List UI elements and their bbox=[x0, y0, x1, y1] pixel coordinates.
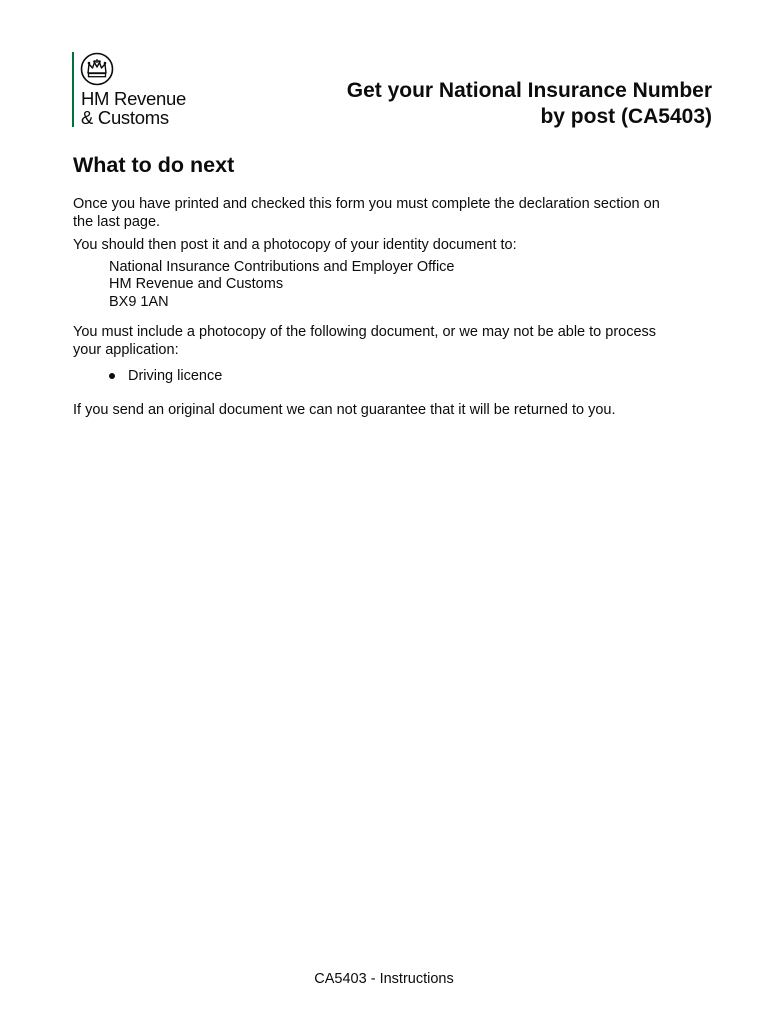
paragraph-post-instructions: You should then post it and a photocopy of your identity document to: bbox=[73, 237, 517, 253]
list-item bbox=[103, 368, 663, 386]
document-title-line-1: Get your National Insurance Number bbox=[346, 79, 712, 102]
paragraph-photocopy-requirement: You must include a photocopy of the following document, or we may not be able to process your application: bbox=[73, 324, 657, 358]
page-footer: CA5403 - Instructions bbox=[314, 971, 454, 987]
paragraph-declaration: Once you have printed and checked this form you must complete the declaration section on the last page. bbox=[73, 196, 660, 230]
logo-bar bbox=[72, 52, 74, 127]
section-heading: What to do next bbox=[73, 153, 235, 177]
bullet-icon bbox=[109, 373, 115, 379]
document-list bbox=[73, 368, 663, 386]
list-item-label: Driving licence bbox=[128, 368, 223, 384]
logo-line-2: & Customs bbox=[81, 107, 169, 128]
crown-crest-icon bbox=[80, 52, 114, 86]
address-line: National Insurance Contributions and Employer Office bbox=[109, 258, 455, 275]
postal-address bbox=[109, 259, 663, 312]
instructions-body bbox=[73, 196, 663, 425]
hmrc-logo bbox=[72, 52, 222, 130]
document-title bbox=[252, 78, 712, 130]
address-line: HM Revenue and Customs bbox=[109, 276, 284, 292]
logo-wordmark bbox=[81, 89, 186, 127]
logo-line-1: HM Revenue bbox=[81, 88, 186, 109]
paragraph-original-warning: If you send an original document we can not guarantee that it will be returned to you. bbox=[73, 401, 616, 418]
document-title-line-2: by post (CA5403) bbox=[540, 105, 712, 128]
address-line: BX9 1AN bbox=[109, 293, 169, 310]
